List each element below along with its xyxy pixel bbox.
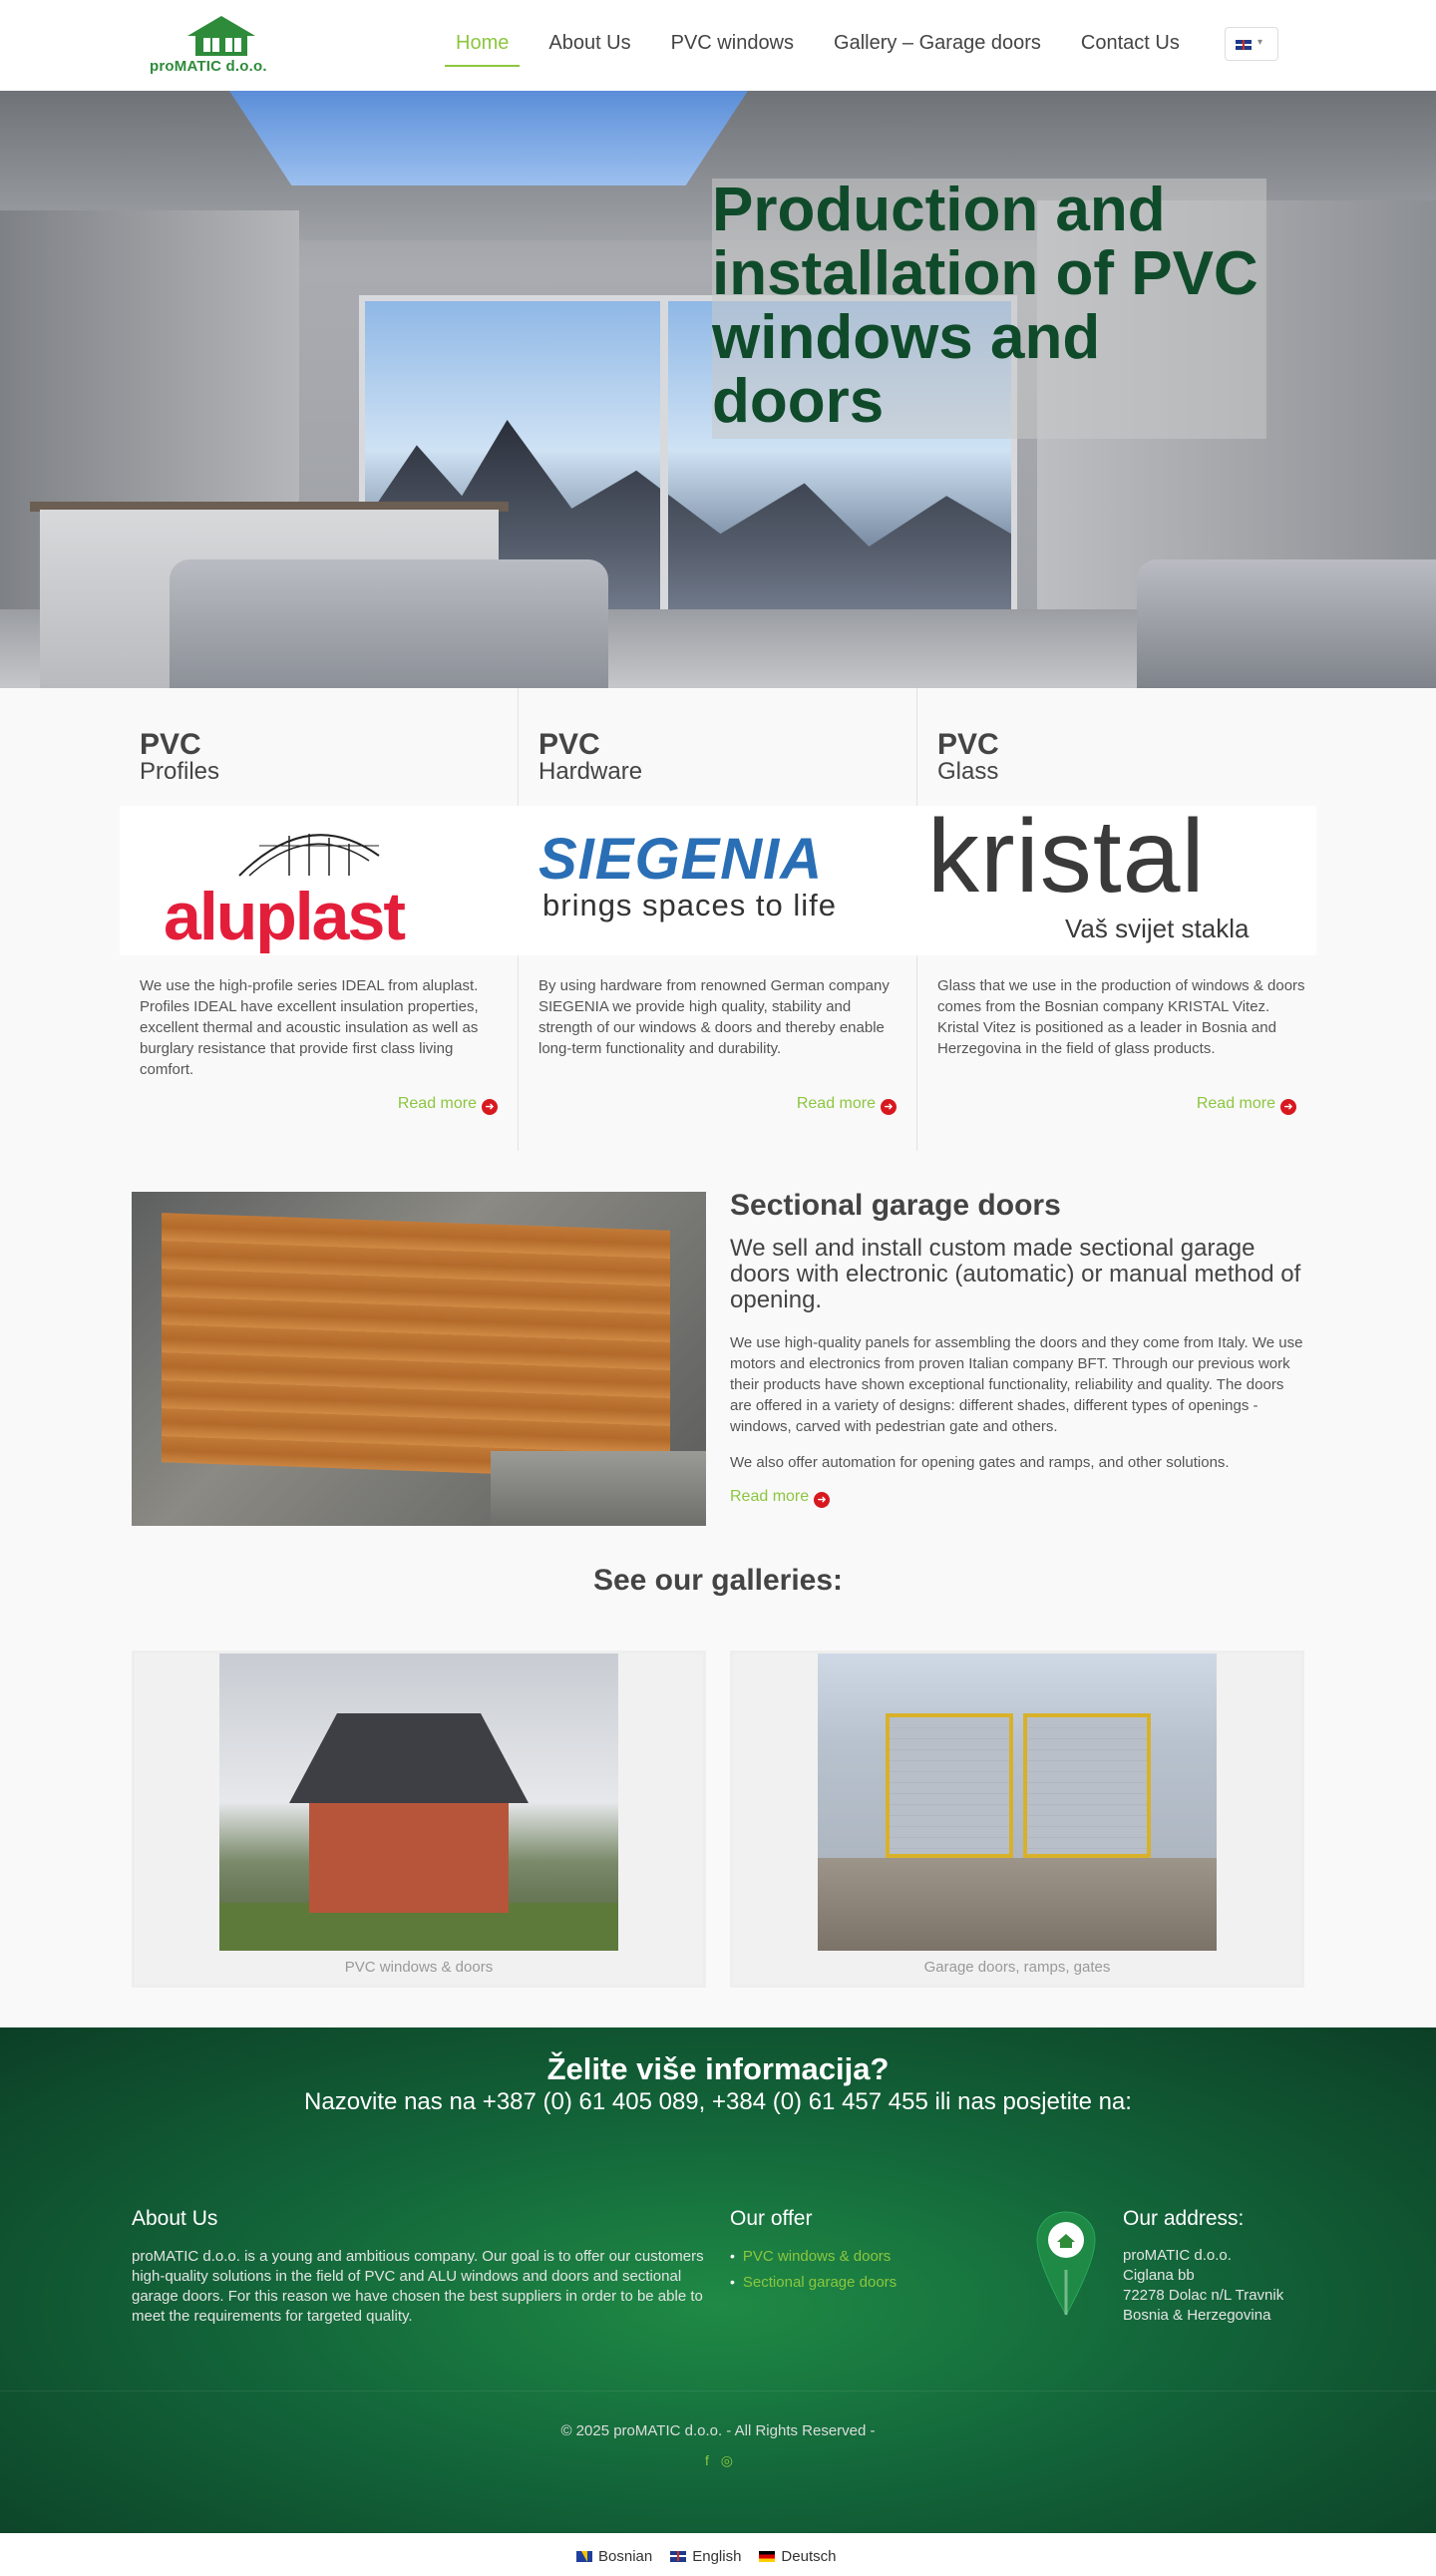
hero-sofa — [170, 559, 608, 688]
nav-home[interactable]: Home — [445, 30, 520, 67]
aluplast-logo-text: aluplast — [164, 879, 404, 954]
lang-english[interactable] — [670, 2548, 741, 2565]
lang-label: English — [692, 2548, 742, 2565]
map-pin-icon — [1035, 2210, 1097, 2320]
gallery-card-garage[interactable] — [730, 1651, 1304, 1988]
nav-contact-us[interactable]: Contact Us — [1080, 32, 1180, 54]
gallery-caption: PVC windows & doors — [344, 1959, 494, 1976]
kristal-tagline: Vaš svijet stakla — [1065, 914, 1250, 943]
footer-offer-list — [730, 2248, 897, 2300]
address-line: 72278 Dolac n/L Travnik — [1123, 2287, 1284, 2304]
garage-door-left — [886, 1713, 1013, 1858]
lang-deutsch[interactable] — [759, 2548, 836, 2565]
read-more-link[interactable] — [1197, 1095, 1296, 1115]
footer-social-links — [701, 2452, 737, 2469]
hero-sofa-right — [1137, 559, 1436, 688]
read-more-link[interactable] — [398, 1095, 498, 1115]
pvc-heading: PVC — [937, 728, 999, 761]
hero-title: Production and installation of PVC windows and doors — [712, 176, 1258, 436]
nav-gallery-garage-doors[interactable]: Gallery – Garage doors — [834, 32, 1041, 54]
pvc-subheading: Hardware — [538, 758, 643, 785]
lang-bosnian[interactable] — [576, 2548, 652, 2565]
garage-door-image — [132, 1192, 706, 1526]
site-header — [0, 0, 1436, 91]
read-more-link[interactable] — [797, 1095, 897, 1115]
site-footer — [0, 2027, 1436, 2533]
lang-label: Bosnian — [598, 2548, 653, 2565]
garage-door-panel — [162, 1213, 670, 1480]
siegenia-logo-text: SIEGENIA — [538, 827, 824, 892]
garage-paragraph-2: We also offer automation for opening gates and ramps, and other solutions. — [730, 1454, 1230, 1471]
language-links — [576, 2548, 836, 2565]
nav-pvc-windows[interactable]: PVC windows — [670, 32, 795, 54]
chevron-down-icon: ▾ — [1257, 37, 1263, 48]
house-body — [309, 1793, 509, 1913]
hero-banner — [0, 91, 1436, 688]
pvc-glass-column — [917, 688, 1316, 1151]
read-more-label: Read more — [1196, 1095, 1275, 1112]
gallery-image-house — [219, 1654, 618, 1951]
arrow-right-icon: ➜ — [482, 1099, 498, 1115]
footer-offer-garage[interactable]: • Sectional garage doors — [730, 2274, 897, 2291]
read-more-label: Read more — [730, 1488, 810, 1505]
arrow-right-icon: ➜ — [881, 1099, 897, 1115]
garage-ground — [491, 1451, 706, 1526]
garage-paragraph-1: We use high-quality panels for assembling the doors and they come from Italy. We use motors and electronics from proven Italian company BFT. Through our previous work their products have shown exceptional functionality, reliability and quality. The doors are offered in a variety of designs: different shades, different types of openings - windows, carved with pedestrian gate and others. — [730, 1334, 1303, 1435]
address-line: proMATIC d.o.o. — [1123, 2247, 1232, 2264]
bosnia-flag-icon — [576, 2551, 592, 2562]
galleries-title: See our galleries: — [592, 1564, 844, 1597]
siegenia-tagline: brings spaces to life — [542, 888, 837, 922]
garage-door-right — [1023, 1713, 1151, 1858]
pvc-description: Glass that we use in the production of windows & doors comes from the Bosnian company KRISTAL Vitez. Kristal Vitez is positioned as a leader in Bosnia and Herzegovina in the field of glass products. — [937, 977, 1305, 1057]
site-logo[interactable] — [150, 14, 289, 76]
pvc-subheading: Glass — [937, 758, 999, 785]
pvc-description: By using hardware from renowned German company SIEGENIA we provide high quality, stability and strength of our windows & doors and thereby enable long-term functionality and durability. — [538, 977, 890, 1057]
address-line: Bosnia & Herzegovina — [1123, 2307, 1271, 2324]
address-line: Ciglana bb — [1123, 2267, 1195, 2284]
read-more-label: Read more — [397, 1095, 477, 1112]
footer-about-heading: About Us — [132, 2207, 218, 2230]
uk-flag-icon — [670, 2551, 686, 2562]
aluplast-logo — [120, 806, 519, 955]
pvc-heading: PVC — [538, 728, 600, 761]
main-nav — [445, 30, 1209, 67]
language-bar — [0, 2533, 1436, 2576]
footer-offer-pvc[interactable]: • PVC windows & doors — [730, 2248, 897, 2265]
footer-divider — [0, 2391, 1436, 2392]
garage-ground — [818, 1858, 1217, 1951]
uk-flag-icon — [1236, 40, 1252, 50]
cta-title: Želite više informacija? — [546, 2051, 890, 2086]
pvc-heading: PVC — [140, 728, 201, 761]
pvc-hardware-column — [519, 688, 917, 1151]
instagram-icon[interactable]: ◎ — [720, 2452, 733, 2468]
garage-read-more-link[interactable] — [730, 1488, 830, 1508]
gallery-card-pvc[interactable] — [132, 1651, 706, 1988]
read-more-label: Read more — [796, 1095, 876, 1112]
pvc-description: We use the high-profile series IDEAL from aluplast. Profiles IDEAL have excellent insulation properties, excellent thermal and acoustic insulation as well as burglary resistance that provide first class living comfort. — [140, 977, 479, 1078]
siegenia-logo — [519, 806, 917, 955]
arrow-right-icon: ➜ — [1280, 1099, 1296, 1115]
logo-text: proMATIC d.o.o. — [150, 58, 267, 75]
facebook-icon[interactable]: f — [705, 2452, 709, 2468]
kristal-logo-text: kristal — [927, 806, 1206, 915]
gallery-image-garage — [818, 1654, 1217, 1951]
cta-subtitle: Nazovite nas na +387 (0) 61 405 089, +384 (0) 61 457 455 ili nas posjetite na: — [304, 2088, 1132, 2115]
gallery-caption: Garage doors, ramps, gates — [923, 1959, 1111, 1976]
house-logo-icon — [178, 14, 265, 58]
aluplast-arch-icon — [229, 816, 389, 886]
nav-about-us[interactable]: About Us — [548, 32, 631, 54]
footer-address — [1123, 2246, 1322, 2326]
germany-flag-icon — [759, 2551, 775, 2562]
pvc-subheading: Profiles — [140, 758, 220, 785]
kristal-logo — [917, 806, 1316, 955]
footer-address-heading: Our address: — [1123, 2207, 1245, 2230]
pvc-columns — [120, 688, 1316, 1151]
garage-title: Sectional garage doors — [730, 1189, 1061, 1222]
lang-label: Deutsch — [781, 2548, 837, 2565]
footer-about-text: proMATIC d.o.o. is a young and ambitious company. Our goal is to offer our customers high-quality solutions in the field of PVC and ALU windows and doors and sectional garage doors. For this reason we have chosen the best suppliers in order to be able to meet the requirements for targeted quality. — [132, 2248, 704, 2325]
pvc-profiles-column — [120, 688, 519, 1151]
footer-copyright: © 2025 proMATIC d.o.o. - All Rights Reserved - — [560, 2422, 876, 2439]
hero-skylight — [229, 91, 748, 185]
language-selector[interactable] — [1225, 27, 1278, 61]
arrow-right-icon: ➜ — [814, 1492, 830, 1508]
garage-subtitle: We sell and install custom made sectional garage doors with electronic (automatic) or manual method of opening. — [730, 1235, 1301, 1313]
footer-offer-heading: Our offer — [730, 2207, 813, 2230]
